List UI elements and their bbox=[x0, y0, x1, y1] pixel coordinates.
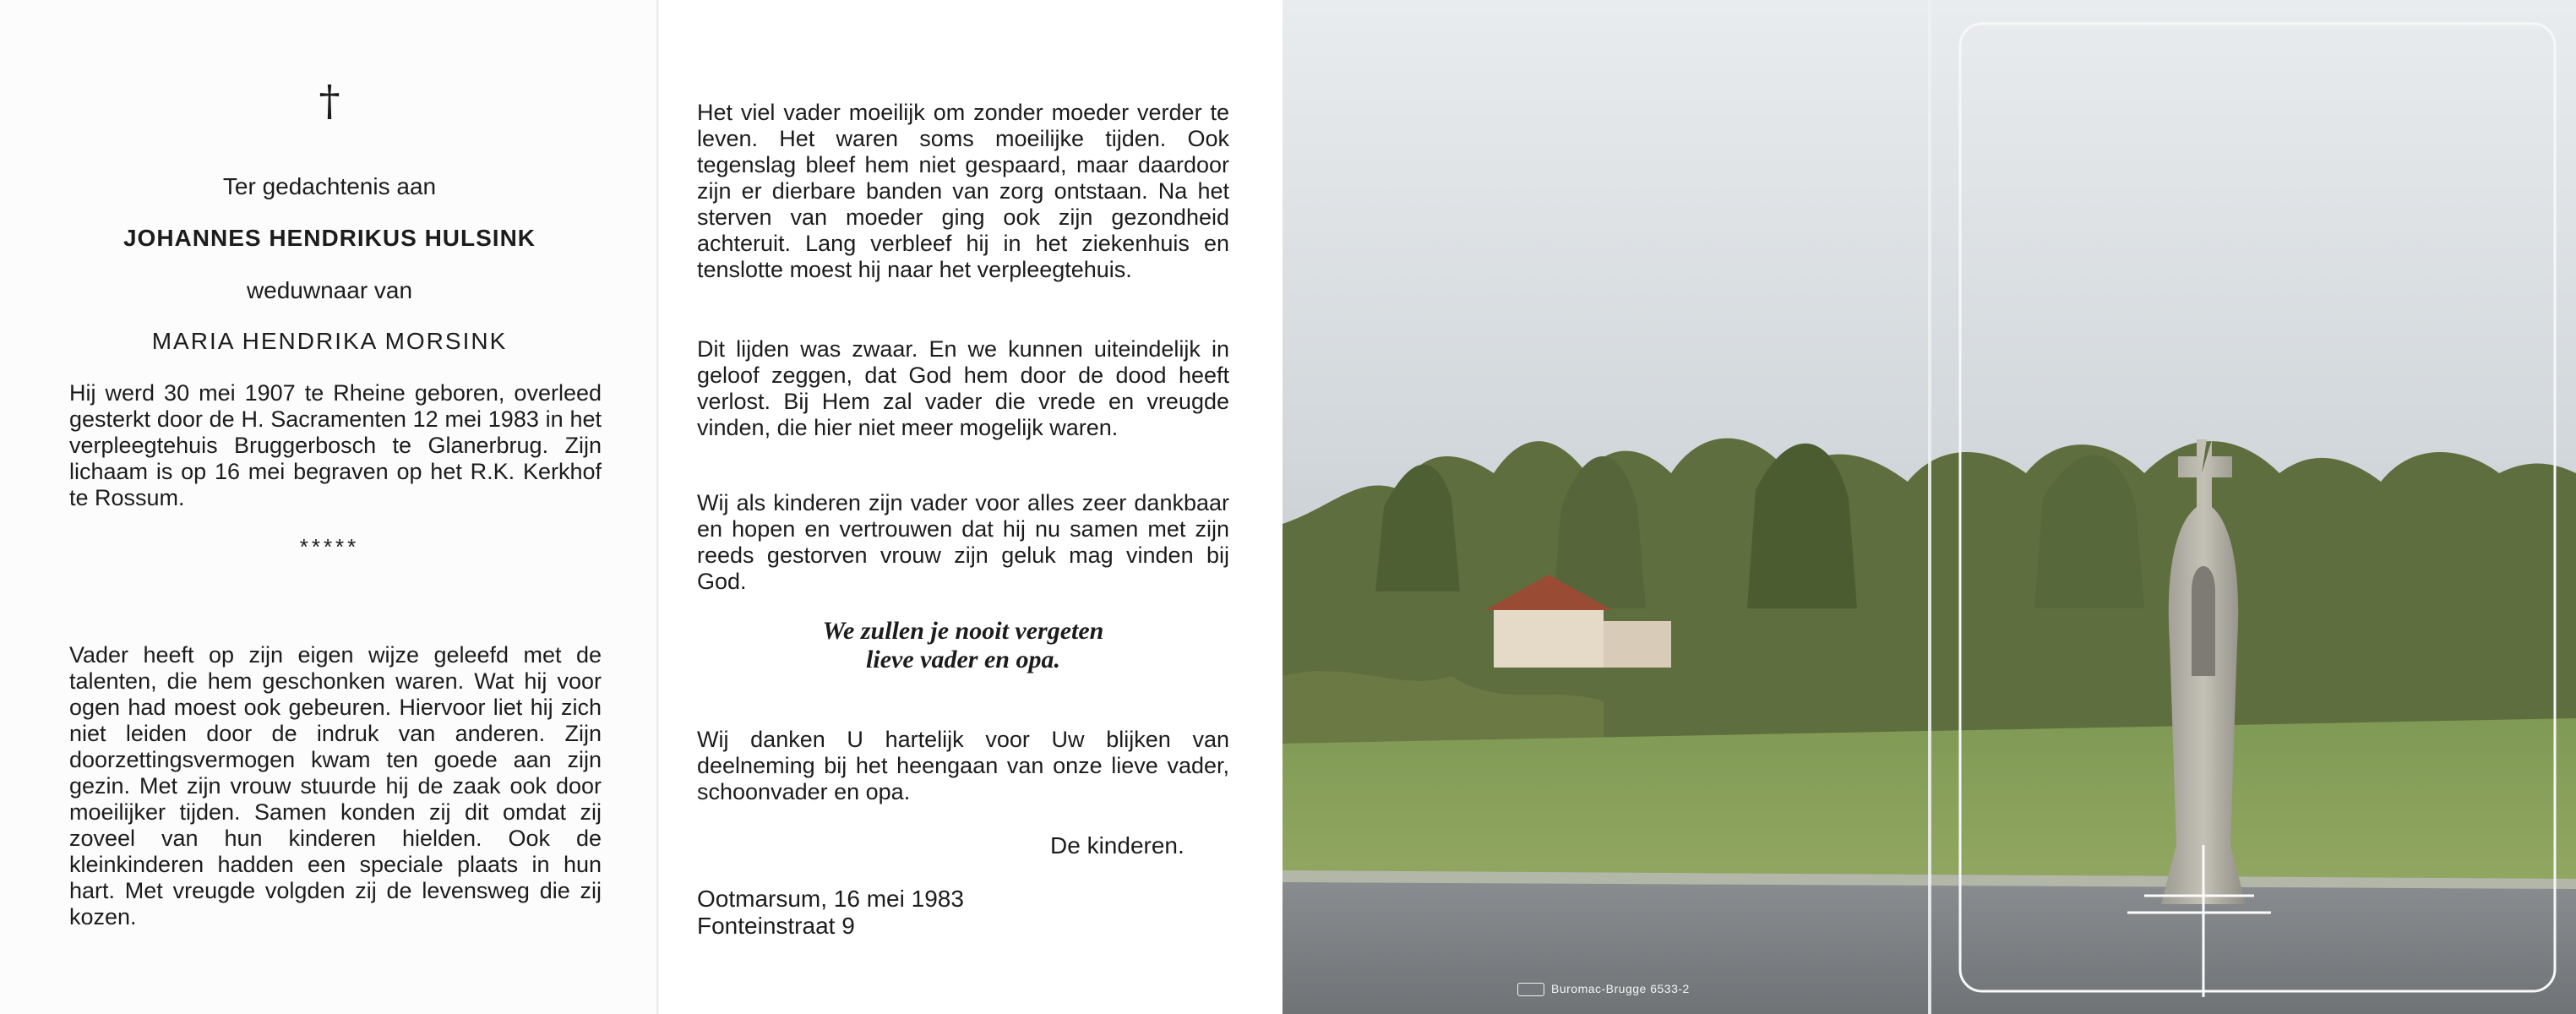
paragraph-grief: Het viel vader moeilijk om zonder moeder verder te leven. Het waren soms moeilijke tijden. Ook tegenslag bleef hem niet gespaard, maar daardoor zijn er dierbare banden van zorg ontstaan. Na het sterven van moeder ging ook zijn gezondheid achteruit. Lang verbleef hij in het ziekenhuis en tenslotte moest hij naar het verpleegtehuis. bbox=[697, 100, 1229, 282]
life-paragraph: Vader heeft op zijn eigen wijze geleefd met de talenten, die hem geschonken waren. Wat hij voor ogen had moest ook gebeuren. Hiervoor liet hij zich niet leiden door de indruk van anderen. Zijn doorzettingsvermogen kwam ten goede aan zijn gezin. Met zijn vrouw stuurde hij de zaak ook door moeilijker tijden. Samen konden zij dit omdat zij zoveel van hun kinderen hielden. Ook de kleinkinderen hadden een speciale plaats in hun hart. Met vreugde volgden zij de levensweg die zij kozen. bbox=[69, 642, 602, 930]
paragraph-suffering: Dit lijden was zwaar. En we kunnen uiteindelijk in geloof zeggen, dat God hem door de dood heeft verlost. Bij Hem zal vader die vrede en vreugde vinden, die hier niet meer mogelijk waren. bbox=[697, 336, 1229, 440]
printer-credit bbox=[1517, 982, 1690, 996]
wayside-cross-landscape-image bbox=[1283, 0, 2576, 1014]
widower-line: weduwnaar van bbox=[246, 277, 413, 303]
card-fold bbox=[656, 0, 659, 1014]
card-left-panel bbox=[0, 0, 659, 1014]
separator-stars: ***** bbox=[299, 534, 360, 559]
credit-text: Buromac-Brugge 6533-2 bbox=[1551, 982, 1690, 995]
landscape-photo bbox=[1283, 0, 2576, 1014]
quote-line-1: We zullen je nooit vergeten bbox=[822, 617, 1104, 645]
dedication-line: Ter gedachtenis aan bbox=[222, 173, 437, 199]
cross-symbol: † bbox=[319, 76, 340, 125]
place-and-address bbox=[697, 886, 964, 940]
paragraph-thanks: Wij danken U hartelijk voor Uw blijken van deelneming bij het heengaan van onze lieve vader, schoonvader en opa. bbox=[697, 727, 1229, 804]
place-date: Ootmarsum, 16 mei 1983 bbox=[697, 886, 964, 912]
biography-paragraph: Hij werd 30 mei 1907 te Rheine geboren, overleed gesterkt door de H. Sacramenten 12 mei 1983 in het verpleegtehuis Bruggerbosch te Glanerbrug. Zijn lichaam is op 16 mei begraven op het R.K. Kerkhof te Rossum. bbox=[69, 380, 602, 510]
spouse-name: MARIA HENDRIKA MORSINK bbox=[151, 328, 508, 354]
address: Fonteinstraat 9 bbox=[697, 913, 855, 939]
deceased-name: JOHANNES HENDRIKUS HULSINK bbox=[123, 225, 536, 251]
signature: De kinderen. bbox=[1050, 832, 1185, 859]
printer-logo-icon bbox=[1517, 983, 1544, 996]
memorial-quote bbox=[697, 617, 1229, 674]
quote-line-2: lieve vader en opa. bbox=[866, 646, 1060, 673]
paragraph-gratitude: Wij als kinderen zijn vader voor alles zeer dankbaar en hopen en vertrouwen dat hij nu samen met zijn reeds gestorven vrouw zijn geluk mag vinden bij God. bbox=[697, 490, 1229, 594]
